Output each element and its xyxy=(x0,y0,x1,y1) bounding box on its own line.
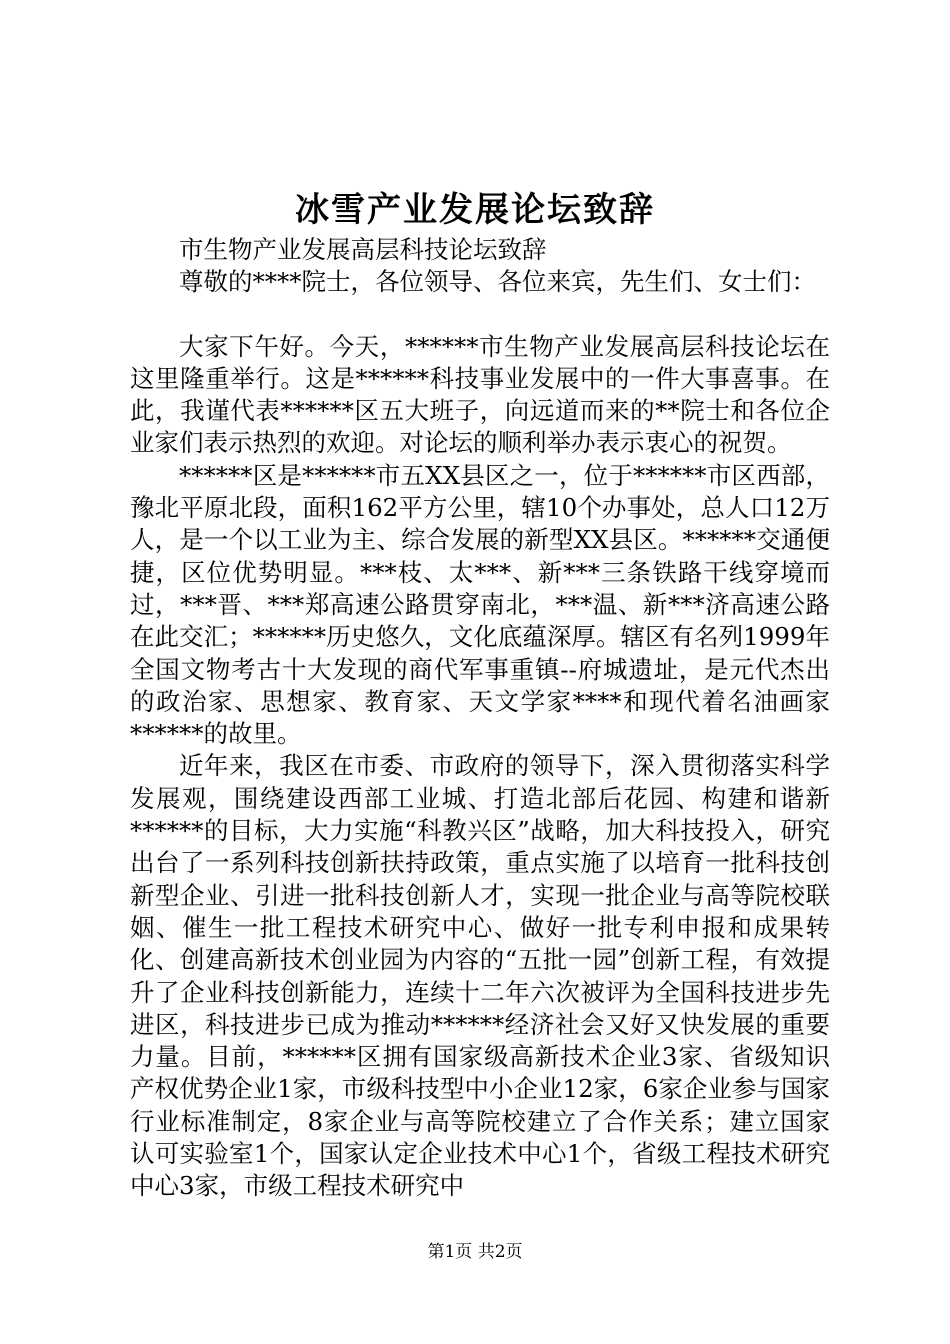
paragraph-district-intro: ******区是******市五XX县区之一，位于******市区西部，豫北平原北段，面积162平方公里，辖10个办事处，总人口12万人，是一个以工业为主、综合发展的新型XX县区。******交通便捷，区位优势明显。***枝、太***、新***三条铁路干线穿境而过，***晋、***郑高速公路贯穿南北，***温、新***济高速公路在此交汇；******历史悠久，文化底蕴深厚。辖区有名列1999年全国文物考古十大发现的商代军事重镇--府城遗址，是元代杰出的政治家、思想家、教育家、天文学家****和现代着名油画家******的故里。 xyxy=(130,460,830,749)
salutation-line: 尊敬的****院士，各位领导、各位来宾，先生们、女士们： xyxy=(179,267,816,297)
paragraph-welcome: 大家下午好。今天，******市生物产业发展高层科技论坛在这里隆重举行。这是******科技事业发展中的一件大事喜事。在此，我谨代表******区五大班子，向远道而来的**院士和各位企业家们表示热烈的欢迎。对论坛的顺利举办表示衷心的祝贺。 xyxy=(130,331,830,458)
subtitle-line: 市生物产业发展高层科技论坛致辞 xyxy=(179,235,547,264)
page-footer: 第1页 共2页 xyxy=(427,1242,523,1262)
paragraph-gap xyxy=(130,299,830,331)
paragraph-achievements: 近年来，我区在市委、市政府的领导下，深入贯彻落实科学发展观，围绕建设西部工业城、打造北部后花园、构建和谐新******的目标，大力实施“科教兴区”战略，加大科技投入，研究出台了一系列科技创新扶持政策，重点实施了以培育一批科技创新型企业、引进一批科技创新人才，实现一批企业与高等院校联姻、催生一批工程技术研究中心、做好一批专利申报和成果转化、创建高新技术创业园为内容的“五批一园”创新工程，有效提升了企业科技创新能力，连续十二年六次被评为全国科技进步先进区，科技进步已成为推动******经济社会又好又快发展的重要力量。目前，******区拥有国家级高新技术企业3家、省级知识产权优势企业1家，市级科技型中小企业12家，6家企业参与国家行业标准制定，8家企业与高等院校建立了合作关系；建立国家认可实验室1个，国家认定企业技术中心1个，省级工程技术研究中心3家，市级工程技术研究中 xyxy=(130,751,830,1201)
document-body xyxy=(130,234,830,1203)
document-title: 冰雪产业发展论坛致辞 xyxy=(295,190,655,230)
